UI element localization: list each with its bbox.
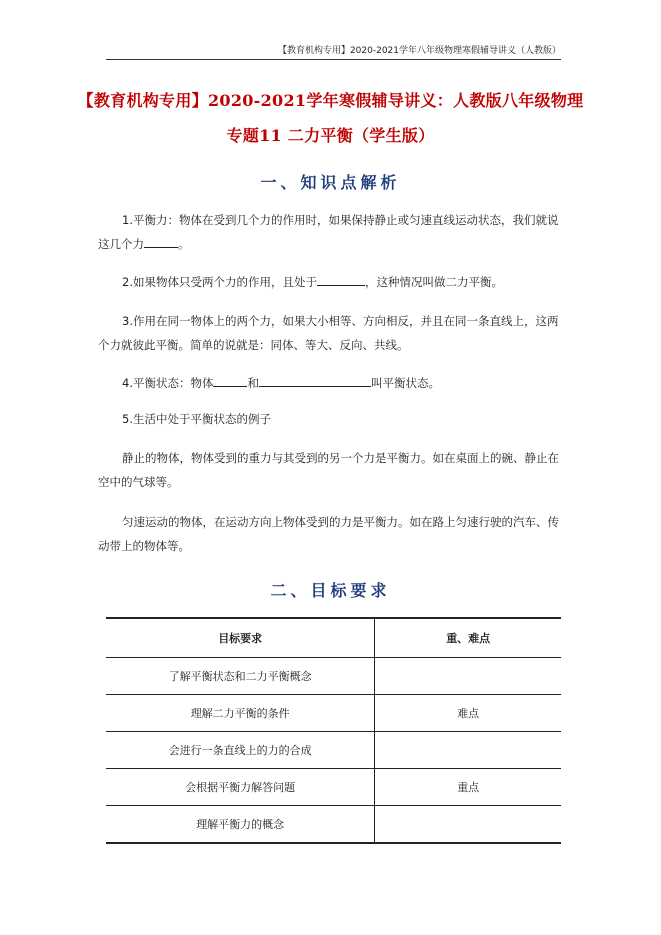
page-header bbox=[106, 43, 561, 60]
table-row bbox=[106, 732, 561, 769]
knowledge-example-static: 静止的物体，物体受到的重力与其受到的另一个力是平衡力。如在桌面上的碗、静止在空中的气球等。 bbox=[98, 451, 559, 489]
goal-cell: 会进行一条直线上的力的合成 bbox=[106, 732, 375, 769]
item-2-text: 2.如果物体只受两个力的作用，且处于 bbox=[122, 275, 317, 289]
difficulty-cell bbox=[375, 732, 561, 769]
section-heading-goals: 二、目标要求 bbox=[270, 581, 391, 600]
difficulty-cell: 难点 bbox=[457, 707, 480, 720]
item-2-end: ，这种情况叫做二力平衡。 bbox=[364, 275, 503, 289]
difficulty-cell bbox=[375, 806, 561, 844]
knowledge-item-3: 3.作用在同一物体上的两个力，如果大小相等、方向相反，并且在同一条直线上，这两个力就彼此平衡。简单的说就是：同体、等大、反向、共线。 bbox=[98, 314, 559, 352]
knowledge-example-uniform: 匀速运动的物体，在运动方向上物体受到的力是平衡力。如在路上匀速行驶的汽车、传动带上的物体等。 bbox=[98, 515, 559, 553]
goal-cell: 了解平衡状态和二力平衡概念 bbox=[106, 658, 375, 695]
difficulty-cell: 重点 bbox=[457, 781, 480, 794]
knowledge-item-5: 5.生活中处于平衡状态的例子 bbox=[122, 412, 271, 426]
goal-cell: 理解平衡力的概念 bbox=[106, 806, 375, 844]
document-title-line1: 【教育机构专用】2020-2021学年寒假辅导讲义：人教版八年级物理 bbox=[77, 91, 584, 110]
answer-blank bbox=[259, 373, 371, 387]
table-header-row bbox=[106, 618, 561, 658]
item-4-and: 和 bbox=[247, 376, 259, 390]
answer-blank bbox=[144, 234, 178, 248]
item-1-text: 1.平衡力：物体在受到几个力的作用时，如果保持静止或匀速直线运动状态，我们就说这几个力 bbox=[98, 213, 559, 251]
table-row bbox=[106, 695, 561, 732]
item-1-end: 。 bbox=[178, 237, 190, 251]
table-row bbox=[106, 806, 561, 844]
running-title: 【教育机构专用】2020-2021学年八年级物理寒假辅导讲义（人教版） bbox=[277, 46, 561, 56]
knowledge-item-2 bbox=[98, 270, 566, 294]
item-4-text: 4.平衡状态：物体 bbox=[122, 376, 214, 390]
answer-blank bbox=[213, 373, 247, 387]
goal-cell: 会根据平衡力解答问题 bbox=[106, 769, 375, 806]
goals-table bbox=[106, 617, 561, 844]
table-row bbox=[106, 658, 561, 695]
item-4-end: 叫平衡状态。 bbox=[370, 376, 440, 390]
answer-blank bbox=[317, 272, 365, 286]
document-title-line2: 专题11 二力平衡（学生版） bbox=[226, 126, 435, 145]
table-row bbox=[106, 769, 561, 806]
column-header-goal: 目标要求 bbox=[106, 618, 375, 658]
column-header-difficulty: 重、难点 bbox=[446, 632, 491, 645]
goal-cell: 理解二力平衡的条件 bbox=[106, 695, 375, 732]
difficulty-cell bbox=[375, 658, 561, 695]
section-heading-knowledge: 一、知识点解析 bbox=[260, 173, 401, 192]
knowledge-item-4 bbox=[98, 371, 566, 395]
knowledge-item-1 bbox=[98, 208, 566, 256]
